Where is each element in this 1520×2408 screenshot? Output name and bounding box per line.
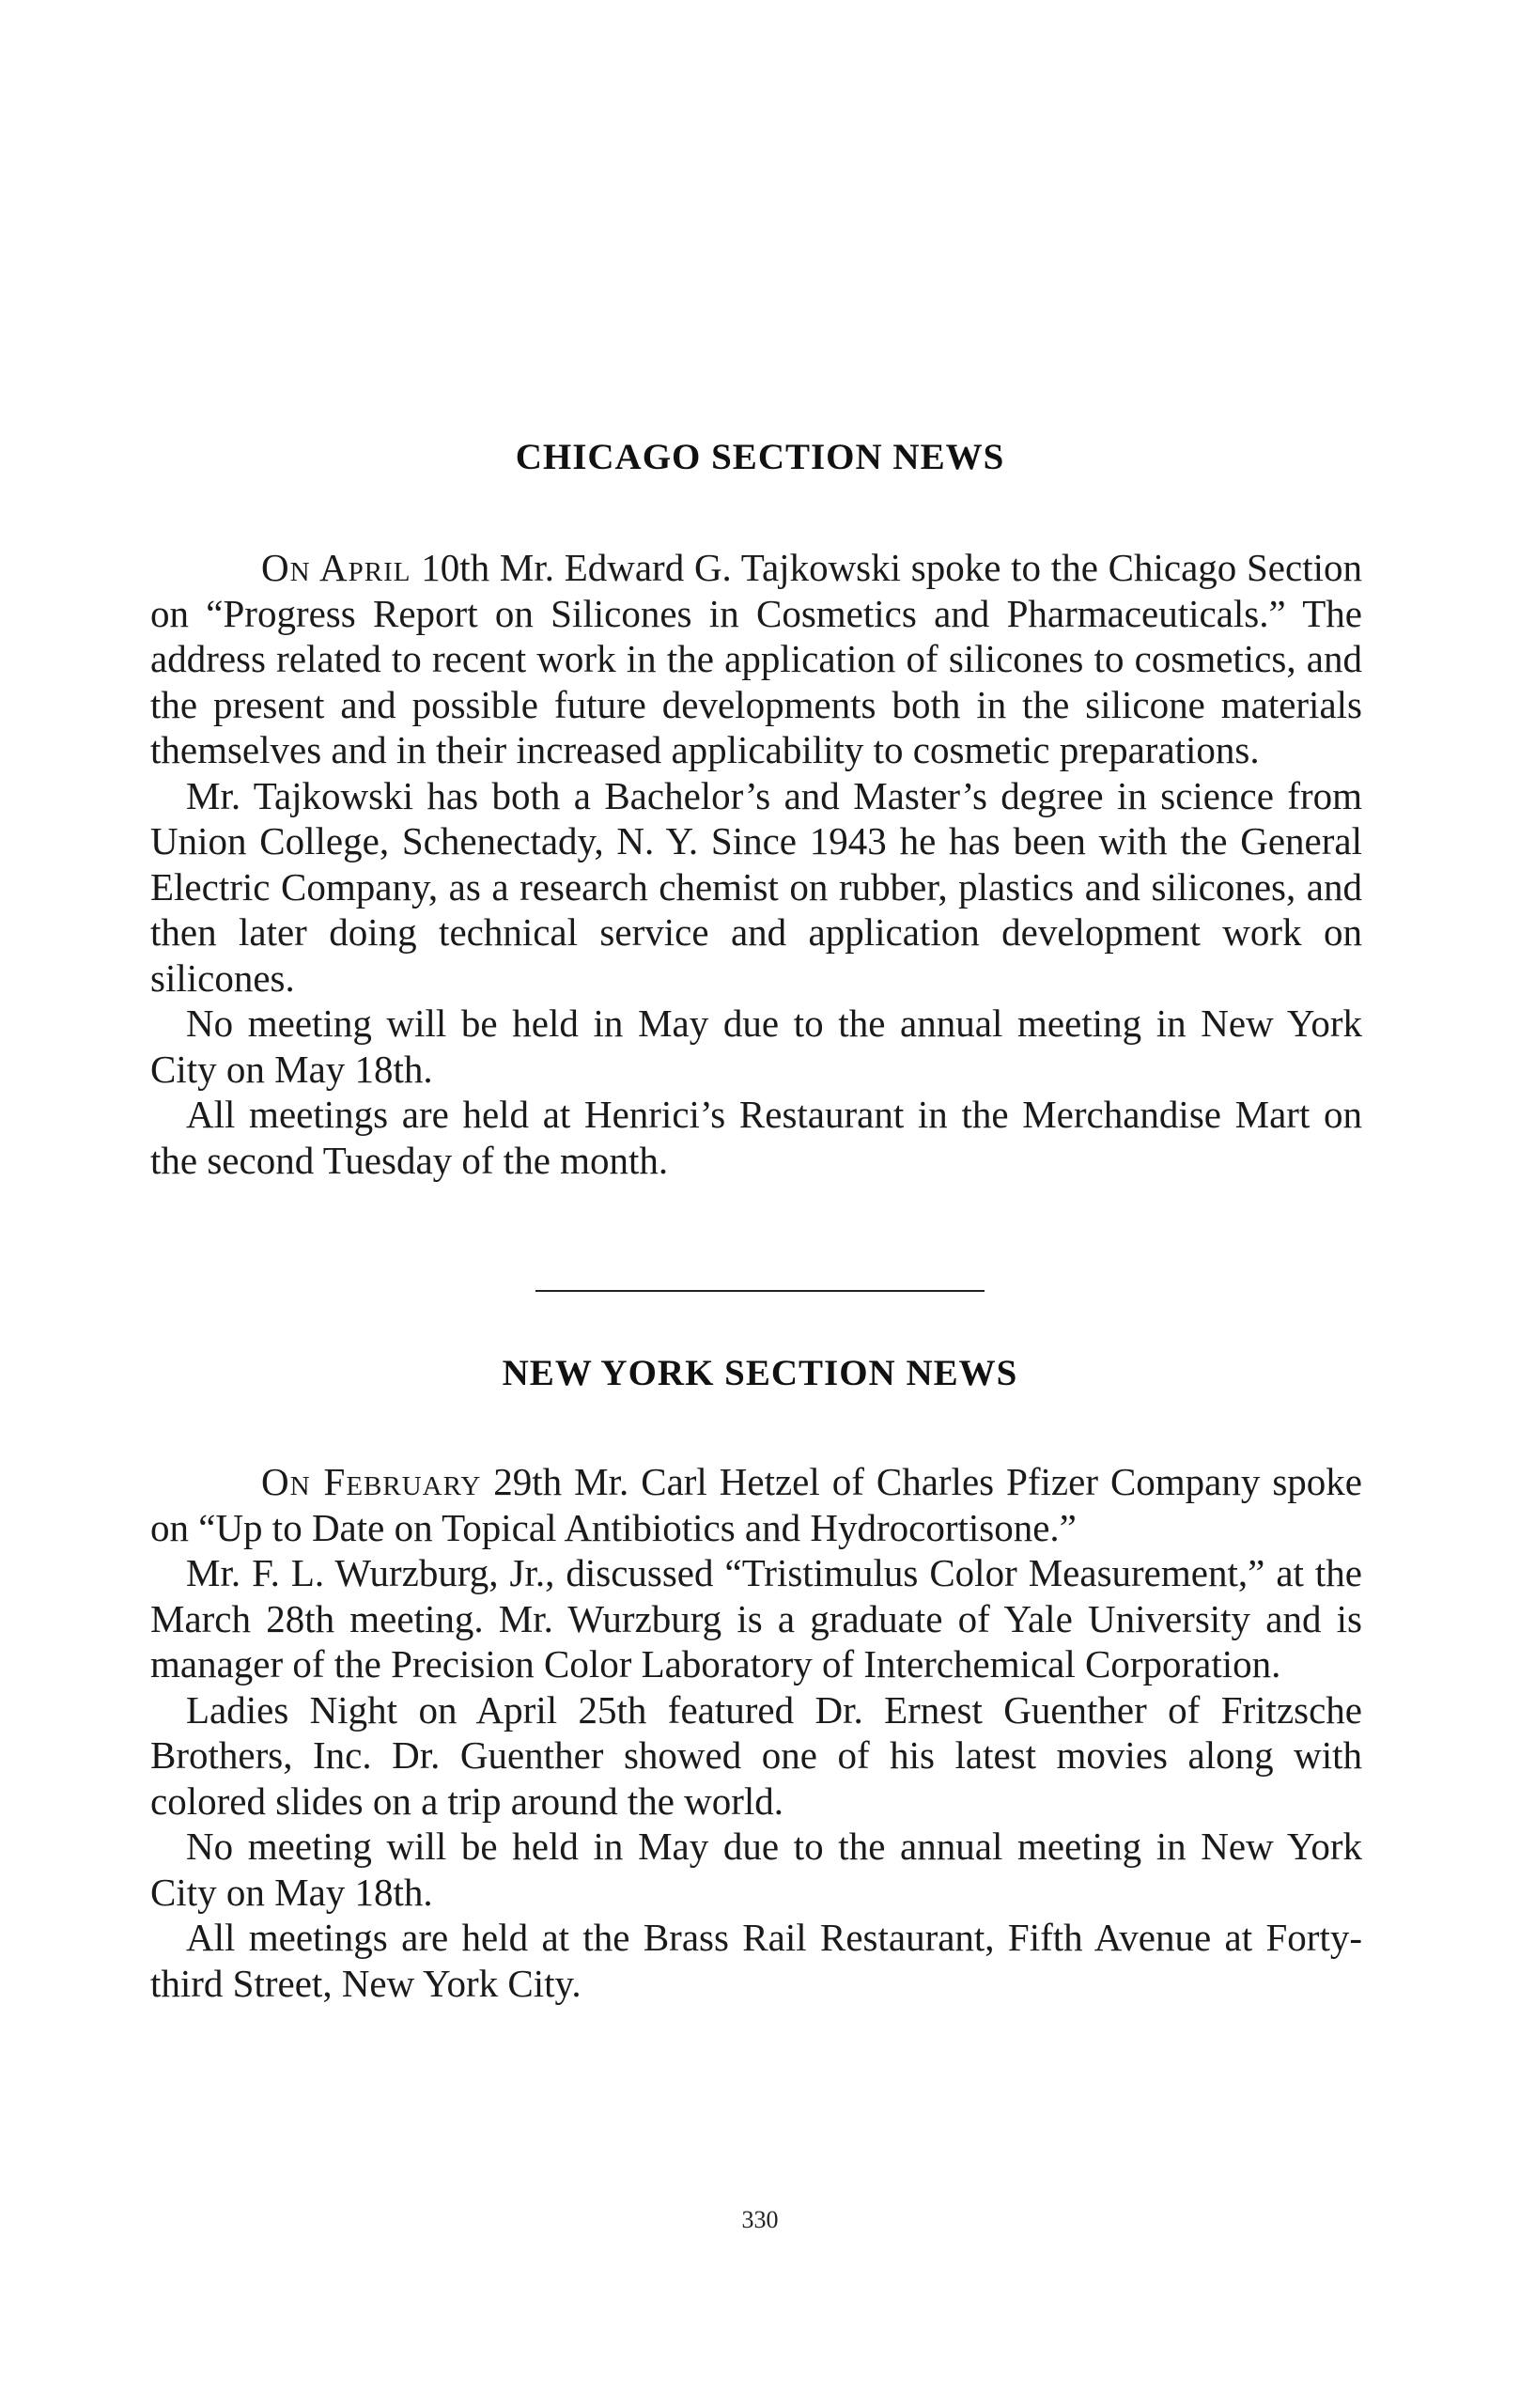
chicago-paragraph-4: All meetings are held at Henrici’s Restaurant in the Merchandise Mart on the second Tuesday of the month. — [150, 1093, 1362, 1182]
new-york-paragraph-5: All meetings are held at the Brass Rail Restaurant, Fifth Avenue at Forty-third Street, New York City. — [150, 1916, 1362, 2005]
chicago-section-body — [150, 545, 1362, 1183]
section-divider — [535, 1290, 985, 1292]
chicago-section-title: CHICAGO SECTION NEWS — [515, 437, 1005, 477]
chicago-paragraph-1 — [150, 545, 1362, 773]
new-york-section-title: NEW YORK SECTION NEWS — [502, 1353, 1018, 1393]
new-york-paragraph-3: Ladies Night on April 25th featured Dr. Ernest Guenther of Fritzsche Brothers, Inc. Dr. Guenther showed one of his latest movies along with colored slides on a trip around the world. — [150, 1687, 1362, 1823]
page-number: 330 — [741, 2206, 779, 2233]
new-york-lead-smallcaps: On February — [261, 1460, 482, 1503]
new-york-paragraph-1 — [150, 1459, 1362, 1550]
new-york-section-body — [150, 1459, 1362, 2006]
new-york-paragraph-1-text: 29th Mr. Carl Hetzel of Charles Pfizer Company spoke on “Up to Date on Topical Antibiotics and Hydrocortisone.” — [150, 1460, 1363, 1549]
chicago-paragraph-2: Mr. Tajkowski has both a Bachelor’s and Master’s degree in science from Union College, Schenectady, N. Y. Since 1943 he has been with the General Electric Company, as a research chemist on rubber, plastics and silicones, and then later doing technical service and application development work on silicones. — [150, 773, 1362, 1000]
chicago-paragraph-1-text: 10th Mr. Edward G. Tajkowski spoke to the Chicago Section on “Progress Report on Silicones in Cosmetics and Pharmaceuticals.” The address related to recent work in the application of silicones to cosmetics, and the present and possible future developments both in the silicone materials themselves and in their increased applicability to cosmetic preparations. — [150, 546, 1362, 771]
chicago-lead-smallcaps: On April — [261, 546, 411, 589]
new-york-paragraph-2: Mr. F. L. Wurzburg, Jr., discussed “Tristimulus Color Measurement,” at the March 28th meeting. Mr. Wurzburg is a graduate of Yale University and is manager of the Precision Color Laboratory of Interchemical Corporation. — [150, 1551, 1362, 1686]
new-york-paragraph-4: No meeting will be held in May due to the annual meeting in New York City on May 18th. — [150, 1825, 1362, 1914]
chicago-paragraph-3: No meeting will be held in May due to the annual meeting in New York City on May 18th. — [150, 1002, 1362, 1091]
